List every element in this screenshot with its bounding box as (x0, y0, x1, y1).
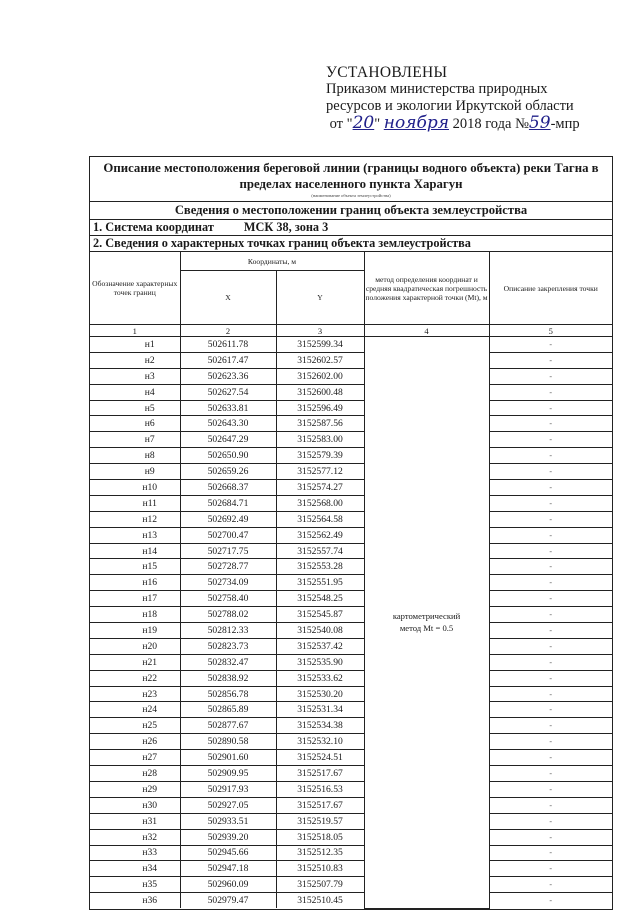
table-row (90, 607, 612, 623)
x-coordinate-cell: 502684.71 (180, 495, 276, 511)
point-id-cell: н7 (90, 432, 180, 448)
y-coordinate-cell: 3152599.34 (276, 337, 364, 353)
y-coordinate-cell: 3152518.05 (276, 829, 364, 845)
fixing-cell: - (489, 750, 612, 766)
table-row (90, 654, 612, 670)
coordinate-system-value: МСК 38, зона 3 (243, 220, 329, 234)
fixing-cell: - (489, 591, 612, 607)
fixing-cell: - (489, 607, 612, 623)
x-coordinate-cell: 502939.20 (180, 829, 276, 845)
fixing-cell: - (489, 559, 612, 575)
x-coordinate-cell: 502947.18 (180, 861, 276, 877)
points-table-body (90, 337, 612, 909)
column-number: 2 (180, 325, 276, 337)
y-coordinate-cell: 3152557.74 (276, 543, 364, 559)
x-coordinate-cell: 502823.73 (180, 638, 276, 654)
y-coordinate-cell: 3152510.83 (276, 861, 364, 877)
fixing-cell: - (489, 686, 612, 702)
method-line-2: метод Mt = 0.5 (399, 623, 454, 634)
section-title-block (90, 202, 612, 220)
fixing-cell: - (489, 368, 612, 384)
y-coordinate-cell: 3152600.48 (276, 384, 364, 400)
table-row (90, 337, 612, 353)
fixing-cell: - (489, 797, 612, 813)
table-row (90, 797, 612, 813)
point-id-cell: н8 (90, 448, 180, 464)
y-coordinate-cell: 3152602.00 (276, 368, 364, 384)
table-row (90, 527, 612, 543)
table-row (90, 877, 612, 893)
fixing-cell: - (489, 384, 612, 400)
table-row (90, 384, 612, 400)
fixing-cell: - (489, 829, 612, 845)
x-coordinate-cell: 502945.66 (180, 845, 276, 861)
fixing-cell: - (489, 432, 612, 448)
table-row (90, 750, 612, 766)
boundary-description-form (89, 156, 613, 910)
x-coordinate-cell: 502647.29 (180, 432, 276, 448)
fixing-cell: - (489, 352, 612, 368)
point-id-cell: н2 (90, 352, 180, 368)
fixing-cell: - (489, 448, 612, 464)
y-coordinate-cell: 3152568.00 (276, 495, 364, 511)
table-row (90, 766, 612, 782)
fixing-cell: - (489, 766, 612, 782)
y-coordinate-cell: 3152512.35 (276, 845, 364, 861)
header-point-designation: Обозначение характерных точек границ (90, 252, 180, 325)
y-coordinate-cell: 3152545.87 (276, 607, 364, 623)
approval-day: 20 (352, 113, 375, 133)
point-id-cell: н25 (90, 718, 180, 734)
point-id-cell: н26 (90, 734, 180, 750)
point-id-cell: н17 (90, 591, 180, 607)
column-number: 1 (90, 325, 180, 337)
y-coordinate-cell: 3152507.79 (276, 877, 364, 893)
x-coordinate-cell: 502643.30 (180, 416, 276, 432)
y-coordinate-cell: 3152517.67 (276, 797, 364, 813)
table-row (90, 464, 612, 480)
fixing-cell: - (489, 495, 612, 511)
point-id-cell: н6 (90, 416, 180, 432)
point-id-cell: н32 (90, 829, 180, 845)
point-id-cell: н22 (90, 670, 180, 686)
table-row (90, 829, 612, 845)
point-id-cell: н21 (90, 654, 180, 670)
x-coordinate-cell: 502623.36 (180, 368, 276, 384)
y-coordinate-cell: 3152531.34 (276, 702, 364, 718)
fixing-cell: - (489, 575, 612, 591)
header-x: X (180, 271, 276, 325)
point-id-cell: н33 (90, 845, 180, 861)
point-id-cell: н10 (90, 480, 180, 496)
approval-line-2: ресурсов и экологии Иркутской области (326, 98, 574, 114)
point-id-cell: н24 (90, 702, 180, 718)
point-id-cell: н5 (90, 400, 180, 416)
x-coordinate-cell: 502633.81 (180, 400, 276, 416)
x-coordinate-cell: 502717.75 (180, 543, 276, 559)
header-coordinates: Координаты, м (180, 252, 364, 271)
table-row (90, 416, 612, 432)
table-row (90, 686, 612, 702)
point-id-cell: н3 (90, 368, 180, 384)
point-id-cell: н20 (90, 638, 180, 654)
table-row (90, 718, 612, 734)
point-id-cell: н29 (90, 781, 180, 797)
x-coordinate-cell: 502650.90 (180, 448, 276, 464)
y-coordinate-cell: 3152602.57 (276, 352, 364, 368)
approval-line-1: Приказом министерства природных (326, 81, 548, 97)
approval-prefix: от " (329, 116, 353, 132)
fixing-cell: - (489, 543, 612, 559)
x-coordinate-cell: 502611.78 (180, 337, 276, 353)
points-section-label: 2. Сведения о характерных точках границ объекта землеустройства (93, 236, 471, 250)
fixing-cell: - (489, 480, 612, 496)
fixing-cell: - (489, 702, 612, 718)
fixing-cell: - (489, 670, 612, 686)
method-cell (364, 337, 489, 909)
x-coordinate-cell: 502659.26 (180, 464, 276, 480)
points-section-row (90, 236, 612, 252)
coordinate-system-row (90, 220, 612, 236)
y-coordinate-cell: 3152516.53 (276, 781, 364, 797)
table-row (90, 845, 612, 861)
point-id-cell: н18 (90, 607, 180, 623)
y-coordinate-cell: 3152553.28 (276, 559, 364, 575)
x-coordinate-cell: 502901.60 (180, 750, 276, 766)
x-coordinate-cell: 502933.51 (180, 813, 276, 829)
point-id-cell: н35 (90, 877, 180, 893)
table-row (90, 575, 612, 591)
point-id-cell: н28 (90, 766, 180, 782)
point-id-cell: н34 (90, 861, 180, 877)
table-row (90, 559, 612, 575)
table-row (90, 511, 612, 527)
fixing-cell: - (489, 638, 612, 654)
x-coordinate-cell: 502734.09 (180, 575, 276, 591)
table-row (90, 432, 612, 448)
header-y: Y (276, 271, 364, 325)
table-row (90, 368, 612, 384)
approval-month: ноября (383, 113, 449, 133)
table-row (90, 670, 612, 686)
point-id-cell: н14 (90, 543, 180, 559)
y-coordinate-cell: 3152587.56 (276, 416, 364, 432)
table-row (90, 813, 612, 829)
y-coordinate-cell: 3152535.90 (276, 654, 364, 670)
point-id-cell: н23 (90, 686, 180, 702)
table-row (90, 543, 612, 559)
approval-date-line (326, 115, 626, 133)
x-coordinate-cell: 502668.37 (180, 480, 276, 496)
y-coordinate-cell: 3152517.67 (276, 766, 364, 782)
x-coordinate-cell: 502627.54 (180, 384, 276, 400)
column-number: 3 (276, 325, 364, 337)
x-coordinate-cell: 502692.49 (180, 511, 276, 527)
table-row (90, 591, 612, 607)
fixing-cell: - (489, 877, 612, 893)
column-number: 5 (489, 325, 612, 337)
x-coordinate-cell: 502758.40 (180, 591, 276, 607)
y-coordinate-cell: 3152537.42 (276, 638, 364, 654)
y-coordinate-cell: 3152519.57 (276, 813, 364, 829)
table-row (90, 448, 612, 464)
point-id-cell: н12 (90, 511, 180, 527)
table-row (90, 638, 612, 654)
x-coordinate-cell: 502877.67 (180, 718, 276, 734)
y-coordinate-cell: 3152532.10 (276, 734, 364, 750)
y-coordinate-cell: 3152574.27 (276, 480, 364, 496)
x-coordinate-cell: 502865.89 (180, 702, 276, 718)
points-table (90, 252, 612, 909)
y-coordinate-cell: 3152577.12 (276, 464, 364, 480)
x-coordinate-cell: 502832.47 (180, 654, 276, 670)
coordinate-system-label: 1. Система координат (93, 220, 214, 234)
section-title: Сведения о местоположении границ объекта землеустройства (174, 203, 528, 217)
y-coordinate-cell: 3152596.49 (276, 400, 364, 416)
x-coordinate-cell: 502856.78 (180, 686, 276, 702)
column-number: 4 (364, 325, 489, 337)
fixing-cell: - (489, 654, 612, 670)
approval-number: 59 (528, 113, 551, 133)
fixing-cell: - (489, 734, 612, 750)
y-coordinate-cell: 3152524.51 (276, 750, 364, 766)
x-coordinate-cell: 502890.58 (180, 734, 276, 750)
fixing-cell: - (489, 400, 612, 416)
fixing-cell: - (489, 845, 612, 861)
x-coordinate-cell: 502838.92 (180, 670, 276, 686)
x-coordinate-cell: 502812.33 (180, 623, 276, 639)
point-id-cell: н27 (90, 750, 180, 766)
fixing-cell: - (489, 718, 612, 734)
x-coordinate-cell: 502927.05 (180, 797, 276, 813)
header-method: метод определения координат и средняя квадратическая погрешность положения характерной точки (Mt), м (364, 252, 489, 325)
form-title-block (90, 157, 612, 202)
y-coordinate-cell: 3152579.39 (276, 448, 364, 464)
fixing-cell: - (489, 813, 612, 829)
point-id-cell: н9 (90, 464, 180, 480)
x-coordinate-cell: 502917.93 (180, 781, 276, 797)
point-id-cell: н1 (90, 337, 180, 353)
table-row (90, 495, 612, 511)
approval-year: 2018 года № (448, 116, 529, 132)
header-fixing: Описание закрепления точки (489, 252, 612, 325)
x-coordinate-cell: 502960.09 (180, 877, 276, 893)
table-row (90, 861, 612, 877)
point-id-cell: н16 (90, 575, 180, 591)
fixing-cell: - (489, 527, 612, 543)
table-row (90, 734, 612, 750)
point-id-cell: н19 (90, 623, 180, 639)
table-row (90, 400, 612, 416)
fixing-cell: - (489, 464, 612, 480)
approval-title: УСТАНОВЛЕНЫ (326, 64, 448, 81)
y-coordinate-cell: 3152551.95 (276, 575, 364, 591)
y-coordinate-cell: 3152548.25 (276, 591, 364, 607)
form-title-caption: (наименование объекта землеустройства) (311, 193, 391, 198)
approval-suffix: -мпр (550, 116, 580, 132)
fixing-cell: - (489, 861, 612, 877)
fixing-cell: - (489, 416, 612, 432)
y-coordinate-cell: 3152533.62 (276, 670, 364, 686)
x-coordinate-cell: 502617.47 (180, 352, 276, 368)
x-coordinate-cell: 502909.95 (180, 766, 276, 782)
y-coordinate-cell: 3152534.38 (276, 718, 364, 734)
fixing-cell: - (489, 623, 612, 639)
y-coordinate-cell: 3152530.20 (276, 686, 364, 702)
x-coordinate-cell: 502728.77 (180, 559, 276, 575)
point-id-cell: н15 (90, 559, 180, 575)
x-coordinate-cell: 502979.47 (180, 893, 276, 908)
table-row (90, 623, 612, 639)
table-row (90, 480, 612, 496)
fixing-cell: - (489, 337, 612, 353)
table-row (90, 352, 612, 368)
form-title-line-2: пределах населенного пункта Харагун (239, 177, 463, 191)
method-line-1: картометрический (392, 611, 461, 622)
fixing-cell: - (489, 781, 612, 797)
approval-block (326, 64, 626, 133)
x-coordinate-cell: 502788.02 (180, 607, 276, 623)
y-coordinate-cell: 3152583.00 (276, 432, 364, 448)
fixing-cell: - (489, 511, 612, 527)
point-id-cell: н31 (90, 813, 180, 829)
x-coordinate-cell: 502700.47 (180, 527, 276, 543)
point-id-cell: н4 (90, 384, 180, 400)
point-id-cell: н11 (90, 495, 180, 511)
fixing-cell: - (489, 893, 612, 908)
y-coordinate-cell: 3152564.58 (276, 511, 364, 527)
point-id-cell: н13 (90, 527, 180, 543)
point-id-cell: н30 (90, 797, 180, 813)
y-coordinate-cell: 3152562.49 (276, 527, 364, 543)
table-row (90, 781, 612, 797)
approval-quote: " (374, 116, 381, 132)
y-coordinate-cell: 3152510.45 (276, 893, 364, 908)
y-coordinate-cell: 3152540.08 (276, 623, 364, 639)
table-row (90, 893, 612, 908)
form-title-line-1: Описание местоположения береговой линии (границы водного объекта) реки Тагна в (103, 161, 599, 175)
table-row (90, 702, 612, 718)
point-id-cell: н36 (90, 893, 180, 908)
